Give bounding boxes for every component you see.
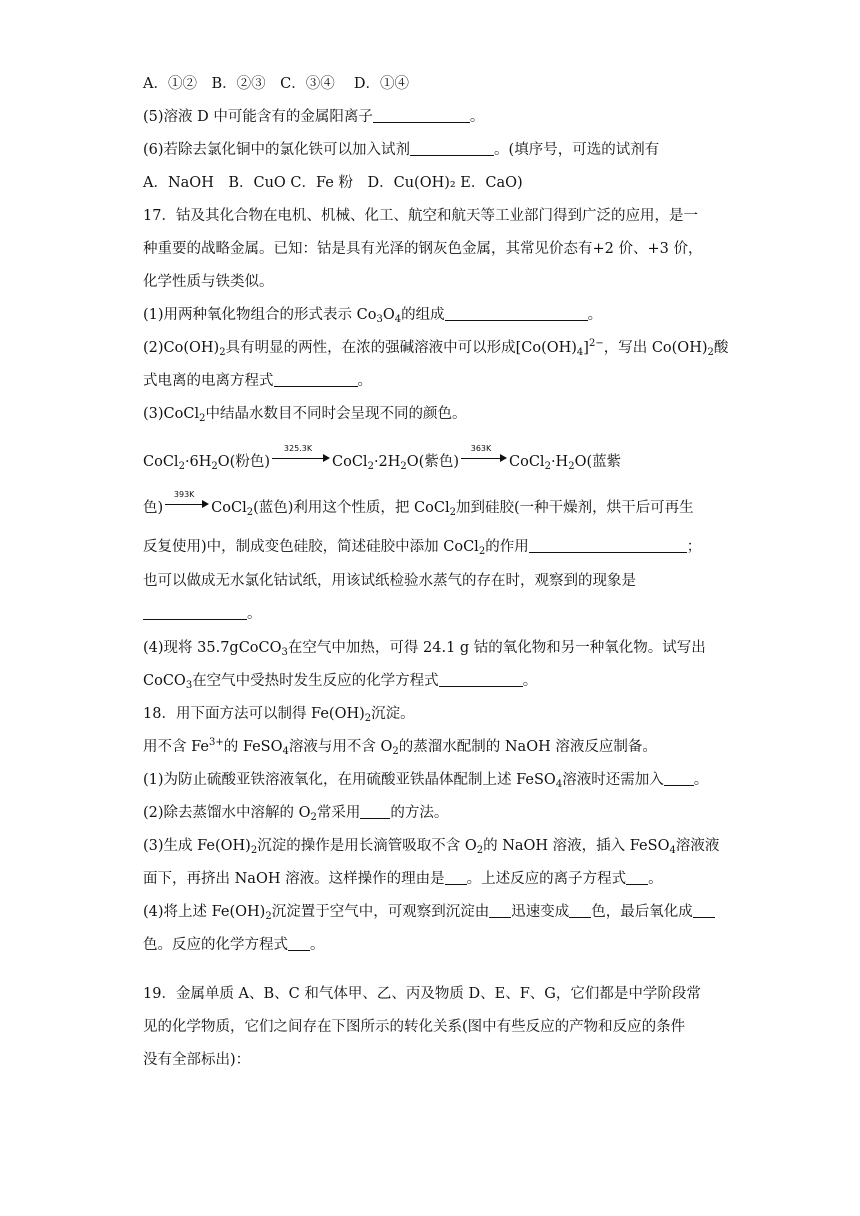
- question-18-part-4-cont: 色。反应的化学方程式 。: [143, 937, 325, 953]
- question-18-part-1: (1)为防止硫酸亚铁溶液氧化，在用硫酸亚铁晶体配制上述 FeSO$_4$溶液时还需加入 。: [143, 772, 709, 790]
- reaction-arrow: 363K: [461, 450, 507, 464]
- question-17-part-4-cont: CoCO$_3$在空气中受热时发生反应的化学方程式 。: [143, 673, 538, 691]
- answer-blank[interactable]: [664, 771, 694, 786]
- reaction-arrow: 325.3K: [272, 450, 330, 464]
- question-17-test-paper-blank: 。: [143, 604, 262, 624]
- question-17-test-paper: 也可以做成无水氯化钴试纸，用该试纸检验水蒸气的存在时，观察到的现象是: [143, 573, 636, 589]
- answer-blank[interactable]: [445, 870, 467, 885]
- question-19-intro-2: 见的化学物质，它们之间存在下图所示的转化关系(图中有些反应的产物和反应的条件: [143, 1019, 686, 1035]
- question-18-method: 用不含 $Fe^{3+}$的 FeSO$_4$溶液与用不含 $O_2$的蒸溜水配制的 NaOH 溶液反应制备。: [143, 737, 657, 757]
- question-17-silica-gel: 反复使用)中，制成变色硅胶，简述硅胶中添加 CoCl$_2$的作用 ；: [143, 539, 702, 557]
- cobalt-chloride-equation-cont: 色) 393K CoCl$_2$(蓝色)利用这个性质，把 CoCl$_2$加到硅胶(一种干燥剂，烘干后可再生: [143, 490, 694, 518]
- answer-blank[interactable]: [274, 372, 358, 387]
- question-17-part-3: (3)CoCl$_2$中结晶水数目不同时会呈现不同的颜色。: [143, 406, 467, 424]
- reagent-options: A．NaOH B．CuO C．Fe 粉 D．Cu(OH)₂ E．CaO): [143, 175, 523, 191]
- answer-blank[interactable]: [410, 141, 494, 156]
- answer-blank[interactable]: [143, 605, 247, 620]
- question-17-intro-1: 17．钴及其化合物在电机、机械、化工、航空和航天等工业部门得到广泛的应用，是一: [143, 208, 698, 224]
- answer-blank[interactable]: [529, 538, 687, 553]
- question-18-part-3-cont: 面下，再挤出 NaOH 溶液。这样操作的理由是 。上述反应的离子方程式 。: [143, 871, 663, 887]
- question-17-part-2-cont: 式电离的电离方程式 。: [143, 373, 372, 389]
- question-17-part-4: (4)现将 35.7gCoCO$_3$在空气中加热，可得 24.1 g 钴的氧化物和另一种氧化物。试写出: [143, 640, 706, 658]
- answer-blank[interactable]: [626, 870, 648, 885]
- options-line-q4: A．①② B．②③ C．③④ D．①④: [143, 76, 409, 92]
- cobalt-chloride-equation: $CoCl_2\cdot 6H_2O$(粉色) 325.3K $CoCl_2\cdot 2H_2O$(紫色) 363K $CoCl_2\cdot H_2O$(蓝紫: [143, 444, 622, 472]
- question-17-intro-3: 化学性质与铁类似。: [143, 274, 274, 290]
- reaction-arrow: 393K: [165, 496, 209, 510]
- question-18-part-3: (3)生成 $Fe(OH)_2$沉淀的操作是用长滴管吸取不含 $O_2$的 NaOH 溶液，插入 FeSO$_4$溶液液: [143, 838, 720, 856]
- answer-blank[interactable]: [439, 672, 523, 687]
- question-5: (5)溶液 D 中可能含有的金属阳离子 。: [143, 109, 485, 125]
- answer-blank[interactable]: [693, 903, 715, 918]
- question-17-intro-2: 种重要的战略金属。已知：钴是具有光泽的钢灰色金属，其常见价态有+2 价、+3 价，: [143, 241, 703, 257]
- question-19-intro-1: 19．金属单质 A、B、C 和气体甲、乙、丙及物质 D、E、F、G，它们都是中学阶段常: [143, 986, 701, 1002]
- answer-blank[interactable]: [373, 108, 470, 123]
- question-17-part-2: $(2)Co(OH)_2$具有明显的两性，在浓的强碱溶液中可以形成$[Co(OH)_4]^{2-}$，写出 $Co(OH)_2$酸: [143, 338, 729, 358]
- answer-blank[interactable]: [569, 903, 591, 918]
- answer-blank[interactable]: [445, 306, 588, 321]
- answer-blank[interactable]: [489, 903, 511, 918]
- answer-blank[interactable]: [288, 936, 310, 951]
- question-18-part-2: (2)除去蒸馏水中溶解的 $O_2$常采用 的方法。: [143, 805, 449, 823]
- question-18-intro: 18．用下面方法可以制得 $Fe(OH)_2$沉淀。: [143, 706, 415, 724]
- question-6: (6)若除去氯化铜中的氯化铁可以加入试剂 。(填序号，可选的试剂有: [143, 142, 660, 158]
- question-17-part-1: (1)用两种氧化物组合的形式表示 $Co_3O_4$的组成 。: [143, 307, 603, 325]
- question-18-part-4: (4)将上述 $Fe(OH)_2$沉淀置于空气中，可观察到沉淀由 迅速变成 色，最后氧化成: [143, 902, 715, 922]
- question-19-intro-3: 没有全部标出)：: [143, 1052, 251, 1068]
- answer-blank[interactable]: [360, 804, 390, 819]
